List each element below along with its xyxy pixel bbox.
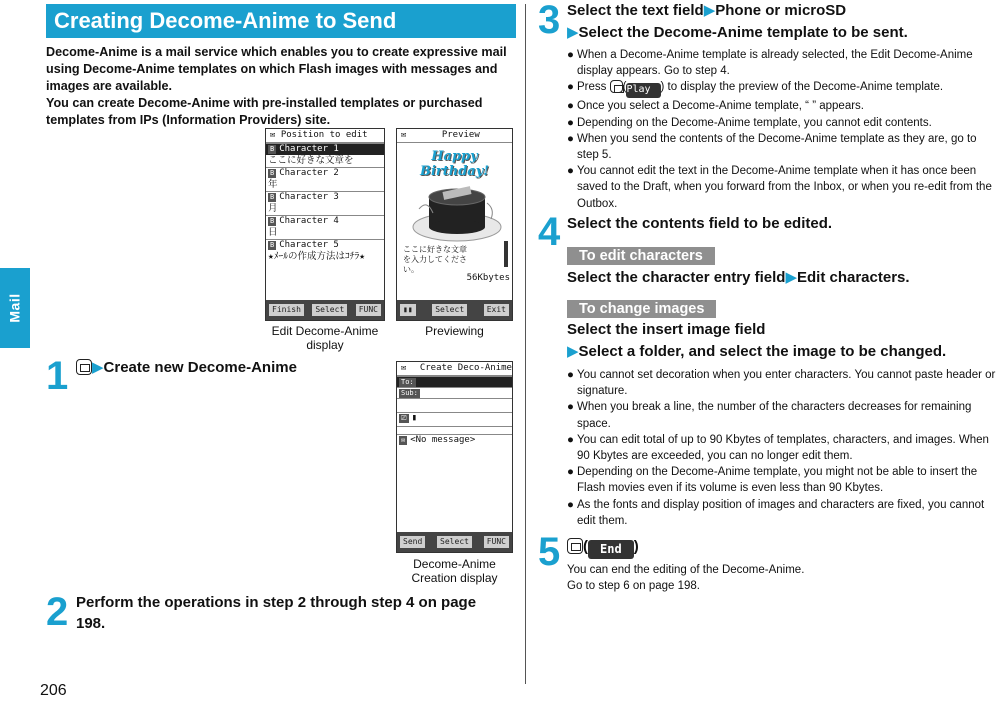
step-2-text: Perform the operations in step 2 through step 4 on page 198. [76, 594, 477, 632]
page-number: 206 [40, 682, 67, 699]
step-4-text: Select the contents field to be edited. [567, 215, 833, 232]
message-field[interactable]: ✉ <No message> [397, 434, 512, 448]
softkey-bar [266, 300, 384, 320]
note: ● As the fonts and display position of images and characters are fixed, you cannot edit them. [567, 498, 985, 527]
step-5-description: You can end the editing of the Decome-Anime. Go to step 6 on page 198. [567, 564, 805, 592]
character-field-value: 年 [268, 179, 278, 190]
character-field-value: 日 [268, 227, 278, 238]
screen-title: Preview [441, 130, 480, 140]
character-field-label[interactable]: B Character 2 [266, 167, 384, 179]
edit-decome-anime-screen [265, 128, 385, 321]
screen-title: Create Deco-Anime [419, 363, 512, 373]
softkey-bar [397, 532, 512, 552]
func-softkey[interactable]: FUNC [484, 536, 509, 548]
note: ● You cannot set decoration when you enter characters. You cannot paste header or signature. [567, 369, 996, 398]
exit-softkey[interactable]: Exit [484, 304, 509, 316]
step-5-text: ( End ) [567, 536, 767, 559]
field-tag-icon: B [270, 241, 275, 249]
arrow-icon: ▶ [92, 359, 104, 376]
change-images-text: Select the insert image field ▶Select a folder, and select the image to be changed. [567, 321, 947, 360]
note: ● Once you select a Decome-Anime template, “ ” appears. [567, 100, 864, 113]
pause-softkey[interactable]: ▮▮ [400, 304, 416, 316]
screen-header: ✉ Position to edit [266, 129, 384, 143]
column-divider [525, 4, 526, 684]
field-tag-icon: B [270, 169, 275, 177]
preview-message: ここに好きな文章を入力してください。 [403, 245, 467, 274]
mail-key-icon [76, 359, 92, 375]
field-tag-icon: B [270, 193, 275, 201]
note: ● When a Decome-Anime template is already selected, the Edit Decome-Anime display appears. Go to step 4. [567, 49, 973, 78]
scrollbar[interactable] [504, 241, 508, 267]
select-softkey[interactable]: Select [432, 304, 467, 316]
character-field-label[interactable]: B Character 5 [266, 239, 384, 251]
select-softkey[interactable]: Select [312, 304, 347, 316]
file-size: 56Kbytes [466, 273, 510, 283]
screen-header: ✉ Preview [397, 129, 512, 143]
subject-field[interactable]: Sub: [397, 387, 512, 398]
note: ● Press (Play ) to display the preview of the Decome-Anime template. [567, 79, 1001, 98]
attachment-field[interactable]: ⎚ ▮ [397, 412, 512, 426]
character-field-value: ここに好きな文章を [268, 155, 354, 166]
step-4-notes [567, 367, 1001, 529]
blank-row [397, 426, 512, 434]
softkey-bar [397, 300, 512, 320]
cake-illustration [399, 169, 512, 249]
intro-paragraph-1: Decome-Anime is a mail service which enables you to create expressive mail using Decome-Anime templates on which Flash images with messages and images are available. [46, 45, 507, 93]
edit-characters-block [567, 247, 715, 265]
creation-screen [396, 361, 513, 553]
screen-header: ✉ Create Deco-Anime [397, 362, 512, 376]
note: ● Depending on the Decome-Anime template, you cannot edit contents. [567, 116, 932, 129]
birthday-banner: Happy Birthday! [419, 149, 489, 179]
character-field-label[interactable]: B Character 1 [266, 143, 384, 155]
end-softkey: End [588, 540, 634, 559]
preview-screen [396, 128, 513, 321]
birthday-preview [399, 145, 510, 298]
change-images-block [567, 300, 716, 318]
creation-caption: Decome-Anime Creation display [411, 557, 498, 585]
step-3-text: Select the text field▶Phone or microSD ▶Select the Decome-Anime template to be sent. [567, 2, 908, 41]
character-field-label[interactable]: B Character 3 [266, 191, 384, 203]
intro-paragraph-2: You can create Decome-Anime with pre-installed templates or purchased templates from IPs (Information Providers) site. [46, 96, 483, 127]
finish-softkey[interactable]: Finish [269, 304, 304, 316]
edit-screen-caption: Edit Decome-Anime display [271, 324, 379, 352]
character-field-value: 月 [268, 203, 278, 214]
step-2-number: 2 [46, 590, 69, 634]
select-softkey[interactable]: Select [437, 536, 472, 548]
character-field-label[interactable]: B Character 4 [266, 215, 384, 227]
section-title: Creating Decome-Anime to Send [46, 4, 516, 38]
note: ● You cannot edit the text in the Decome-Anime template when it has once been saved to the Draft, when you forward from the Inbox, or when you re-edit from the Outbox. [567, 165, 992, 210]
change-images-label: To change images [567, 300, 716, 318]
edit-characters-text: Select the character entry field▶Edit characters. [567, 269, 910, 286]
note: ● When you break a line, the number of the characters decreases for remaining space. [567, 401, 972, 430]
field-tag-icon: B [270, 217, 275, 225]
edit-characters-label: To edit characters [567, 247, 715, 265]
mail-key-icon [567, 538, 583, 554]
field-tag-icon: B [270, 145, 275, 153]
play-softkey: Play [626, 83, 660, 98]
side-tab-mail: Mail [0, 268, 30, 348]
step-4-number: 4 [538, 210, 561, 254]
blank-row [397, 398, 512, 412]
left-column [46, 4, 516, 129]
to-field[interactable]: To: [397, 376, 512, 387]
note: ● You can edit total of up to 90 Kbytes of templates, characters, and images. When 90 Kbytes are exceeded, you can no longer edit them. [567, 433, 989, 463]
step-1-number: 1 [46, 354, 69, 398]
func-softkey[interactable]: FUNC [356, 304, 381, 316]
intro [46, 44, 516, 129]
step-3-number: 3 [538, 0, 561, 42]
note: ● When you send the contents of the Decome-Anime template as they are, go to step 5. [567, 132, 977, 162]
preview-caption: Previewing [425, 324, 484, 338]
step-1-text: ▶Create new Decome-Anime [76, 357, 376, 378]
note: ● Depending on the Decome-Anime template, you might not be able to insert the Flash movies even if its volume is even less than 90 Kbytes. [567, 466, 978, 495]
step-5-number: 5 [538, 530, 561, 574]
send-softkey[interactable]: Send [400, 536, 425, 548]
mail-key-icon [610, 80, 623, 93]
step-3-notes [567, 47, 1001, 212]
screen-title: Position to edit [280, 130, 368, 140]
character-field-value: ★ﾒｰﾙの作成方法はｺﾁﾗ★ [268, 251, 365, 262]
